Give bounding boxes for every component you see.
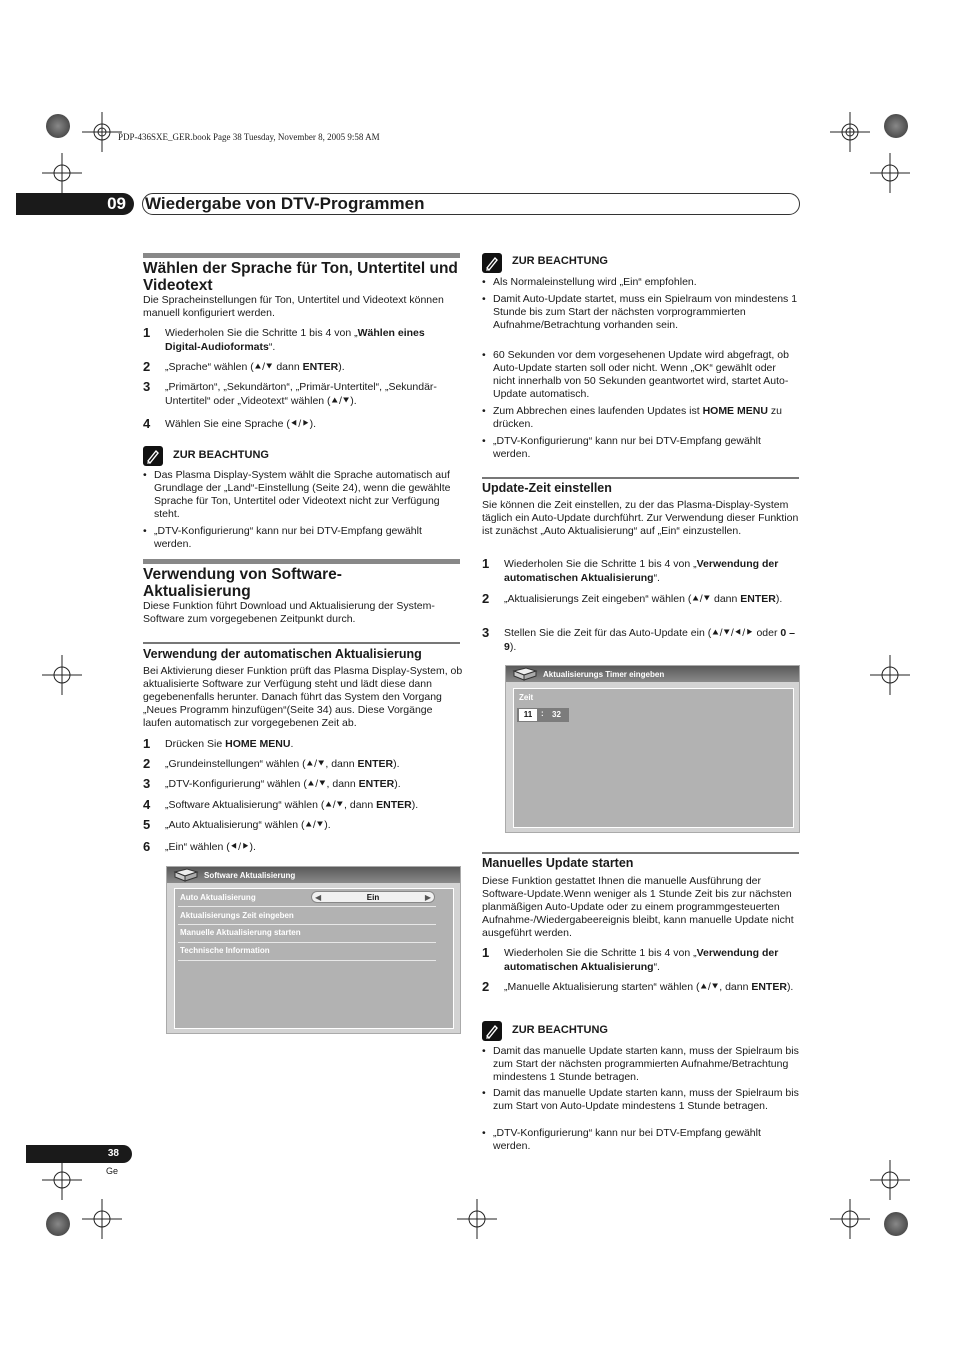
subsection-heading: Update-Zeit einstellen: [482, 481, 612, 495]
bullet-icon: •: [143, 525, 147, 537]
subsection-text: Sie können die Zeit einstellen, zu der das Plasma-Display-System täglich ein Auto-Update durchführt. Zur Verwendung dieser Funktion ist zunächst „Auto Aktualisierung“ auf „Ein“ einzustellen.: [482, 499, 799, 537]
registration-mark-icon: [42, 153, 82, 193]
menu-icon: [173, 868, 199, 882]
chapter-title: Wiedergabe von DTV-Programmen: [145, 194, 425, 213]
step-text: Wiederholen Sie die Schritte 1 bis 4 von „Verwendung der automatischen Aktualisierung“.: [504, 558, 779, 584]
registration-mark-icon: [457, 1199, 497, 1239]
subsection-heading: Verwendung der automatischen Aktualisierung: [143, 647, 422, 661]
bullet-icon: •: [482, 349, 486, 361]
note-text: 60 Sekunden vor dem vorgesehenen Update wird abgefragt, ob Auto-Update starten soll oder nicht. Wenn „OK“ gewählt oder nicht innerhalb von 50 Sekunden geantwortet wird, startet Auto-Update automatisch.: [493, 349, 789, 400]
step-text: „Aktualisierungs Zeit eingeben“ wählen (⯅/⯆ dann ENTER).: [504, 593, 783, 605]
step-text: Wählen Sie eine Sprache (⯇/⯈).: [165, 418, 317, 430]
step-number: 5: [143, 817, 151, 832]
step-number: 1: [482, 556, 490, 571]
step-text: Drücken Sie HOME MENU.: [165, 738, 294, 750]
arrow-right-icon[interactable]: ▶: [424, 893, 431, 902]
section-rule: [143, 253, 460, 258]
bullet-icon: •: [482, 293, 486, 305]
software-update-screen: [166, 866, 461, 1034]
step-text: „Sprache“ wählen (⯅/⯆ dann ENTER).: [165, 361, 345, 373]
menu-item-auto-update[interactable]: Auto Aktualisierung: [180, 893, 256, 902]
bullet-icon: •: [482, 405, 486, 417]
note-text: Damit das manuelle Update starten kann, muss der Spielraum bis zum Start von Auto-Update mindestens 1 Stunde betragen.: [493, 1087, 799, 1112]
registration-mark-icon: [830, 1199, 870, 1239]
note-text: „DTV-Konfigurierung“ kann nur bei DTV-Empfang gewählt werden.: [493, 1127, 761, 1152]
section-rule: [143, 559, 460, 564]
chapter-number: 09: [16, 193, 134, 215]
subsection-text: Diese Funktion gestattet Ihnen die manuelle Ausführung der Software-Update.Wenn weniger als 1 Stunde Zeit bis zur nächsten planmäßigen Auto-Update oder zu einem programmgesteuerten Aufnahme-/Wiedergabeereignis bleibt, kann manuelle Update nicht ausgeführt werden.: [482, 875, 794, 939]
menu-item-manual-update[interactable]: Manuelle Aktualisierung starten: [180, 928, 301, 937]
subsection-heading: Manuelles Update starten: [482, 856, 634, 870]
note-text: „DTV-Konfigurierung“ kann nur bei DTV-Empfang gewählt werden.: [493, 435, 761, 460]
selected-value: Ein: [366, 893, 380, 902]
step-number: 1: [482, 945, 490, 960]
menu-icon: [512, 667, 538, 681]
note-text: Als Normaleinstellung wird „Ein“ empfohlen.: [493, 276, 697, 288]
step-number: 4: [143, 797, 151, 812]
note-icon: [482, 1021, 502, 1041]
note-title: ZUR BEACHTUNG: [512, 1024, 608, 1036]
subsection-rule: [482, 852, 799, 854]
registration-mark-icon: [830, 112, 870, 152]
registration-mark-icon: [42, 655, 82, 695]
step-text: Wiederholen Sie die Schritte 1 bis 4 von „Wählen eines Digital-Audioformats“.: [165, 327, 425, 353]
page-language: Ge: [106, 1166, 119, 1176]
menu-item-technical-info[interactable]: Technische Information: [180, 946, 270, 955]
registration-mark-icon: [42, 1160, 82, 1200]
bullet-icon: •: [482, 435, 486, 447]
section-heading: Verwendung von Software-Aktualisierung: [143, 566, 342, 600]
step-text: „DTV-Konfigurierung“ wählen (⯅/⯆, dann ENTER).: [165, 778, 401, 790]
note-text: Zum Abbrechen eines laufenden Updates ist HOME MENU zu drücken.: [493, 405, 782, 430]
registration-mark-icon: [82, 1199, 122, 1239]
step-number: 3: [143, 776, 151, 791]
step-number: 1: [143, 736, 151, 751]
hour-field[interactable]: 11: [519, 709, 537, 721]
arrow-left-icon[interactable]: ◀: [315, 893, 322, 902]
step-number: 2: [482, 591, 490, 606]
color-target-icon: [46, 114, 70, 138]
value-selector[interactable]: [311, 891, 435, 903]
note-text: Damit Auto-Update startet, muss ein Spielraum von mindestens 1 Stunde bis zum Start der nächsten vorprogrammierten Aufnahme/Betrachtung vorhanden sein.: [493, 293, 798, 331]
timer-screen: [505, 665, 800, 833]
section-intro: Diese Funktion führt Download und Aktualisierung der System-Software zum vorgegebenen Zeitpunkt durch.: [143, 600, 435, 625]
bullet-icon: •: [482, 276, 486, 288]
step-number: 2: [482, 979, 490, 994]
time-separator: :: [541, 709, 544, 718]
step-number: 3: [143, 379, 151, 394]
step-text: „Primärton“, „Sekundärton“, „Primär-Untertitel“, „Sekundär-Untertitel“ oder „Videotext“ wählen (⯅/⯆).: [165, 381, 437, 407]
registration-mark-icon: [870, 1160, 910, 1200]
note-icon: [143, 446, 163, 466]
subsection-text: Bei Aktivierung dieser Funktion prüft das Plasma Display-System, ob aktualisierte Software zur Verfügung steht und lädt diese dann gegebenenfalls herunter. Danach führt das System den Vorgang „Neues Programm hinzufügen“(Seite 34) aus. Diese Vorgänge laufen automatisch zur vorgegebenen Zeit ab.: [143, 665, 463, 729]
step-number: 4: [143, 416, 151, 431]
screen-menu-panel: [174, 888, 454, 1029]
step-number: 6: [143, 839, 151, 854]
screen-title: Aktualisierungs Timer eingeben: [543, 670, 665, 679]
menu-divider: [178, 906, 436, 907]
step-text: „Auto Aktualisierung“ wählen (⯅/⯆).: [165, 819, 331, 831]
bullet-icon: •: [482, 1087, 486, 1099]
bullet-icon: •: [482, 1045, 486, 1057]
registration-mark-icon: [82, 112, 122, 152]
step-text: „Ein“ wählen (⯇/⯈).: [165, 841, 256, 853]
menu-divider: [178, 960, 436, 961]
step-text: „Software Aktualisierung“ wählen (⯅/⯆, dann ENTER).: [165, 799, 419, 811]
step-number: 2: [143, 359, 151, 374]
note-icon: [482, 253, 502, 273]
subsection-rule: [482, 477, 799, 479]
bullet-icon: •: [482, 1127, 486, 1139]
step-text: „Manuelle Aktualisierung starten“ wählen (⯅/⯆, dann ENTER).: [504, 981, 794, 993]
menu-item-update-time[interactable]: Aktualisierungs Zeit eingeben: [180, 911, 294, 920]
step-text: Stellen Sie die Zeit für das Auto-Update ein (⯅/⯆/⯇/⯈ oder 0 – 9).: [504, 627, 796, 653]
color-target-icon: [46, 1212, 70, 1236]
note-text: Damit das manuelle Update starten kann, muss der Spielraum bis zum Start der nächsten programmierten Aufnahme/Betrachtung mindestens 1 Stunde betragen.: [493, 1045, 799, 1083]
color-target-icon: [884, 1212, 908, 1236]
menu-divider: [178, 942, 436, 943]
note-title: ZUR BEACHTUNG: [512, 255, 608, 267]
screen-title: Software Aktualisierung: [204, 871, 296, 880]
note-text: Das Plasma Display-System wählt die Sprache automatisch auf Grundlage der „Land“-Einstellung (Seite 24), wenn die gewählte Sprache für Ton, Untertitel oder Videotext nicht zur Verfügung steht.: [154, 469, 451, 520]
section-intro: Die Spracheinstellungen für Ton, Untertitel und Videotext können manuell konfiguriert werden.: [143, 294, 444, 319]
book-info-line: PDP-436SXE_GER.book Page 38 Tuesday, November 8, 2005 9:58 AM: [118, 132, 380, 142]
registration-mark-icon: [870, 153, 910, 193]
color-target-icon: [884, 114, 908, 138]
menu-divider: [178, 924, 436, 925]
bullet-icon: •: [143, 469, 147, 481]
note-title: ZUR BEACHTUNG: [173, 449, 269, 461]
section-heading: Wählen der Sprache für Ton, Untertitel und Videotext: [143, 260, 458, 294]
subsection-rule: [143, 642, 460, 644]
step-number: 1: [143, 325, 151, 340]
step-number: 2: [143, 756, 151, 771]
step-text: „Grundeinstellungen“ wählen (⯅/⯆, dann ENTER).: [165, 758, 400, 770]
page-number: 38: [26, 1145, 132, 1163]
registration-mark-icon: [870, 655, 910, 695]
time-label: Zeit: [519, 693, 534, 702]
step-text: Wiederholen Sie die Schritte 1 bis 4 von „Verwendung der automatischen Aktualisierung“.: [504, 947, 779, 973]
step-number: 3: [482, 625, 490, 640]
note-text: „DTV-Konfigurierung“ kann nur bei DTV-Empfang gewählt werden.: [154, 525, 422, 550]
minute-field[interactable]: 32: [552, 710, 561, 719]
